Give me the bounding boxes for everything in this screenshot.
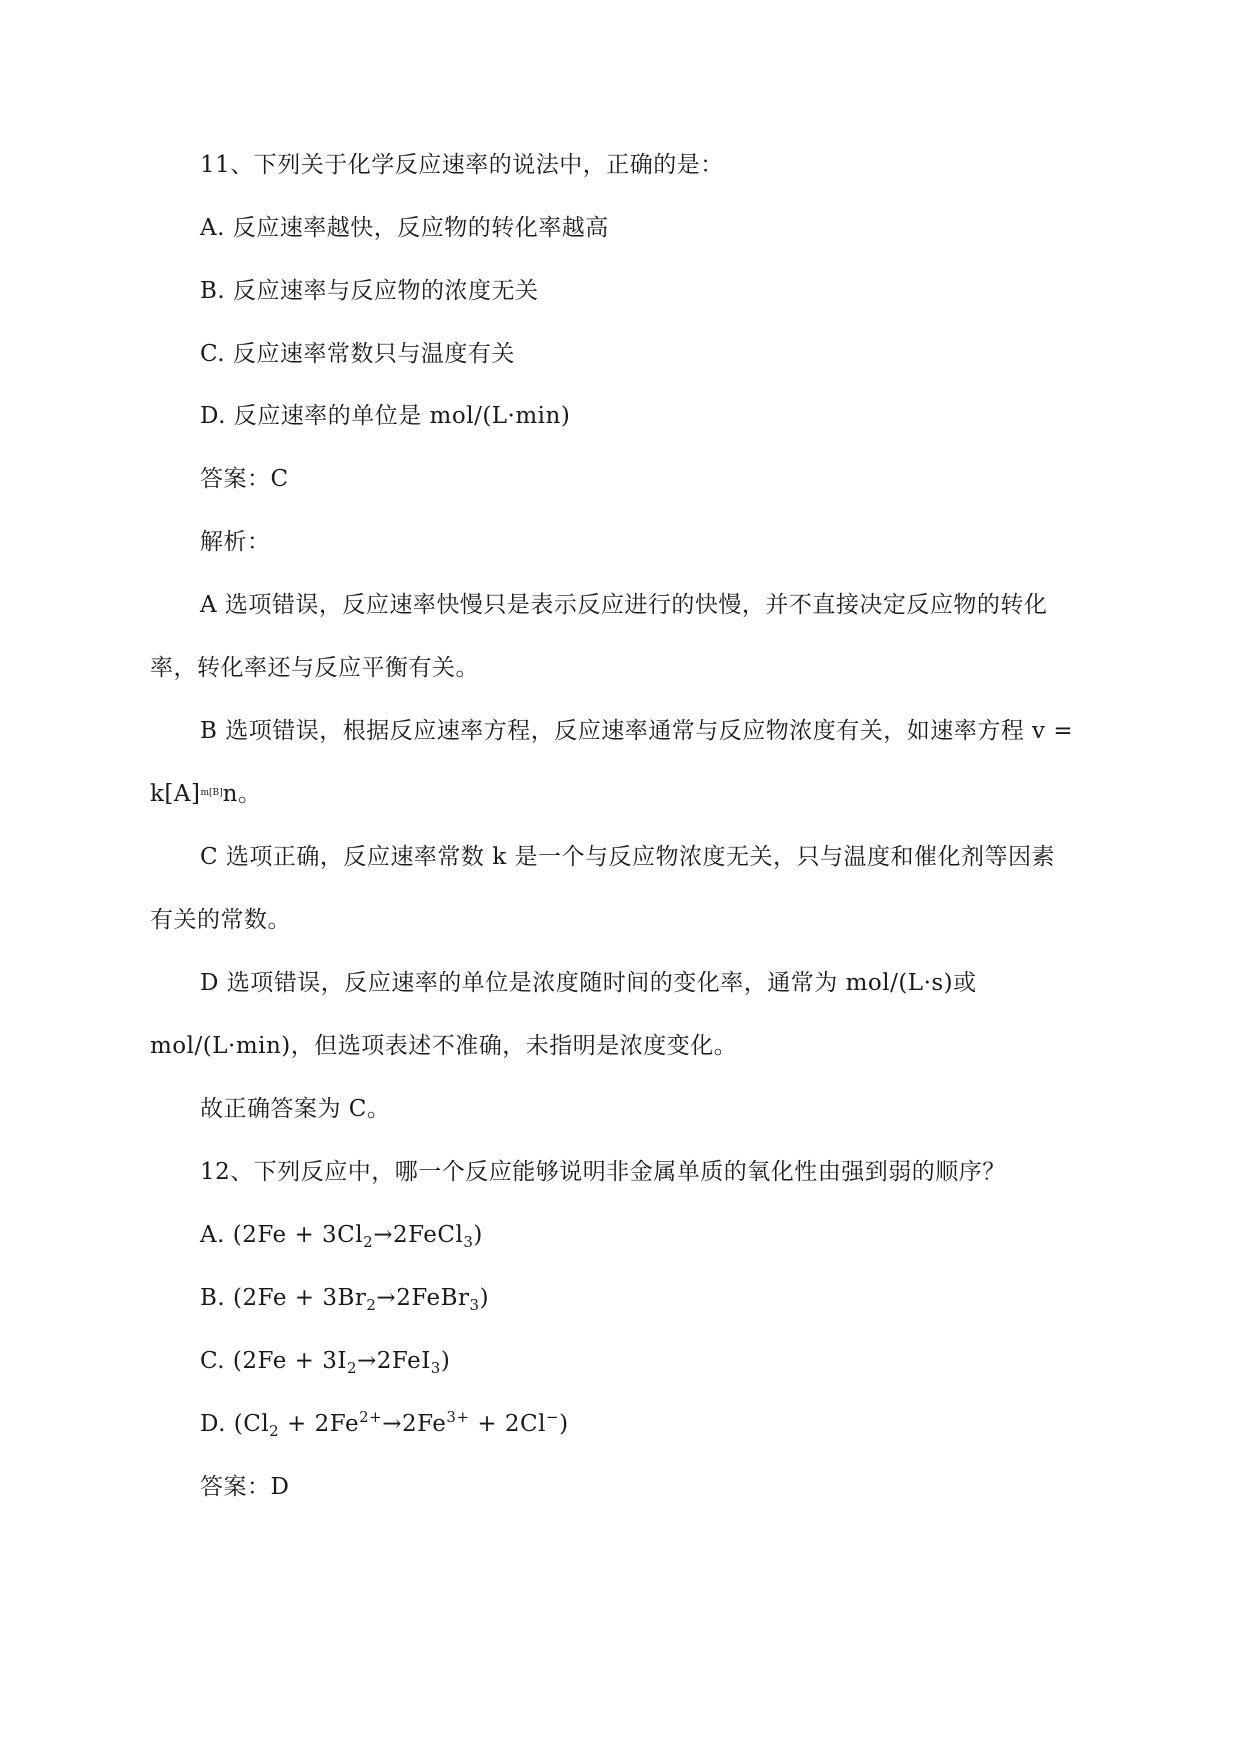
formula-text: B. (2Fe + 3Br [200,1285,367,1311]
formula-text: ) [440,1348,451,1374]
analysis-c-line-1: C 选项正确，反应速率常数 k 是一个与反应物浓度无关，只与温度和催化剂等因素 [200,844,1055,870]
formula-text: + 2Fe [279,1411,360,1437]
formula-text: ) [473,1222,483,1248]
analysis-d-line-1: D 选项错误，反应速率的单位是浓度随时间的变化率，通常为 mol/(L·s)或 [200,970,977,996]
analysis-c-line-2: 有关的常数。 [150,907,291,933]
formula-text: + 2Cl [469,1411,547,1437]
question-11-option-c: C. 反应速率常数只与温度有关 [200,341,515,367]
formula-text: D. (Cl [200,1411,270,1437]
question-12-option-d [200,1409,569,1439]
analysis-b-line-1: B 选项错误，根据反应速率方程，反应速率通常与反应物浓度有关，如速率方程 v = [200,718,1074,744]
formula-text: →2FeCl [373,1222,464,1248]
question-11-conclusion: 故正确答案为 C。 [200,1096,391,1122]
analysis-a-line-1: A 选项错误，反应速率快慢只是表示反应进行的快慢，并不直接决定反应物的转化 [200,592,1048,618]
subscript: 2 [346,1359,357,1377]
question-12-option-a [200,1220,483,1250]
superscript: 2+ [359,1408,383,1426]
subscript: 3 [430,1359,441,1377]
superscript: − [546,1408,560,1426]
question-11-option-d: D. 反应速率的单位是 mol/(L·min) [200,403,571,429]
rate-equation-end: n。 [222,781,262,807]
formula-text: →2FeI [356,1348,431,1374]
question-12-stem: 12、下列反应中，哪一个反应能够说明非金属单质的氧化性由强到弱的顺序？ [200,1159,1006,1185]
analysis-b-line-2 [150,779,262,809]
question-11-option-a: A. 反应速率越快，反应物的转化率越高 [200,215,609,241]
subscript: 2 [366,1296,377,1314]
question-11-stem: 11、下列关于化学反应速率的说法中，正确的是： [200,152,724,178]
analysis-a-line-2: 率，转化率还与反应平衡有关。 [150,655,479,681]
subscript: 3 [463,1233,474,1251]
question-12-option-b [200,1283,489,1313]
question-12-answer: 答案：D [200,1474,290,1500]
subscript: 3 [469,1296,480,1314]
question-11-option-b: B. 反应速率与反应物的浓度无关 [200,278,539,304]
formula-text: →2Fe [382,1411,447,1437]
formula-text: A. (2Fe + 3Cl [200,1222,364,1248]
question-12-option-c [200,1346,450,1376]
subscript: 2 [269,1422,280,1440]
formula-text: ) [479,1285,490,1311]
formula-text: →2FeBr [376,1285,470,1311]
formula-text: C. (2Fe + 3I [200,1348,347,1374]
question-11-answer: 答案：C [200,466,289,492]
rate-equation-tiny-part: m[B] [200,788,223,798]
question-11-analysis-label: 解析： [200,529,271,555]
analysis-d-line-2: mol/(L·min)，但选项表述不准确，未指明是浓度变化。 [150,1033,738,1059]
formula-text: ) [559,1411,569,1437]
subscript: 2 [363,1233,374,1251]
superscript: 3+ [446,1408,470,1426]
rate-equation-part: k[A] [150,781,201,807]
